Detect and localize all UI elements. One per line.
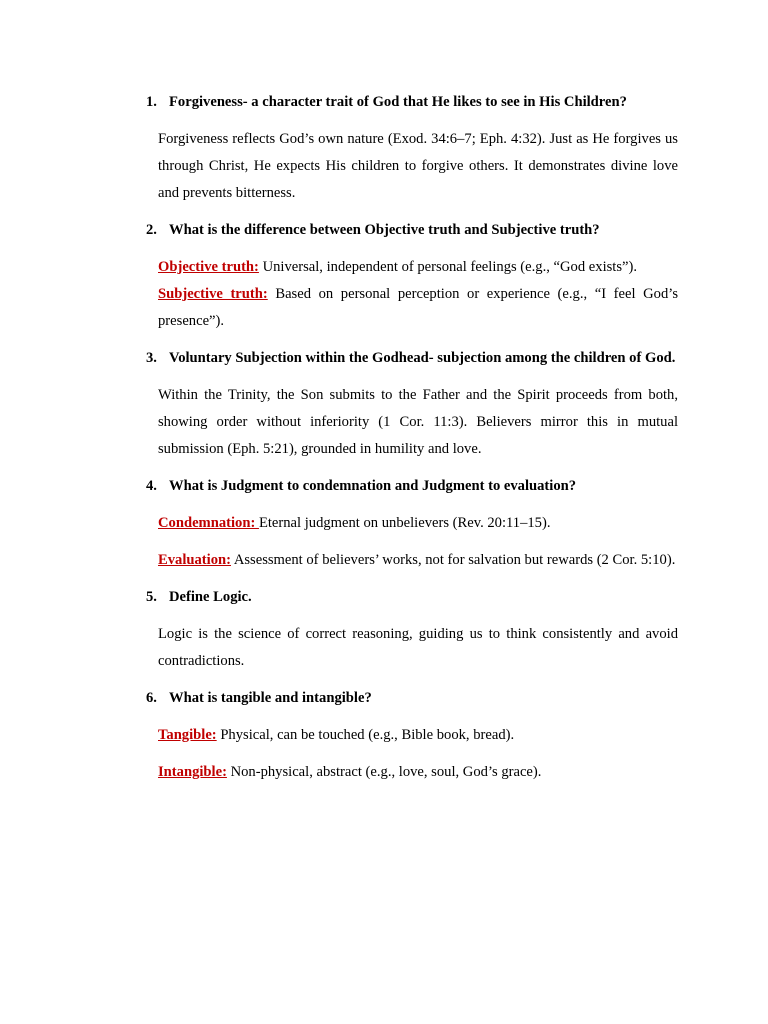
- question-text: What is the difference between Objective truth and Subjective truth?: [169, 222, 600, 238]
- objective-truth-definition: Universal, independent of personal feelings (e.g., “God exists”).: [258, 259, 638, 275]
- answer-1: Forgiveness reflects God’s own nature (Exod. 34:6–7; Eph. 4:32). Just as He forgives us through Christ, He expects His children to forgive others. It demonstrates divine love and prevents bitterness.: [158, 131, 678, 201]
- question-6: [146, 685, 678, 712]
- answer-3: Within the Trinity, the Son submits to the Father and the Spirit proceeds from both, showing order without inferiority (1 Cor. 11:3). Believers mirror this in mutual submission (Eph. 5:21), grounded in humility and love.: [158, 387, 678, 457]
- intangible-term: Intangible:: [158, 764, 227, 780]
- subjective-truth-term: Subjective truth:: [158, 286, 268, 302]
- question-text: Voluntary Subjection within the Godhead- subjection among the children of God.: [169, 350, 676, 366]
- objective-truth-term: Objective truth:: [158, 259, 259, 275]
- document-body: [146, 89, 678, 786]
- answer-6a: [158, 722, 678, 749]
- question-text: Forgiveness- a character trait of God that He likes to see in His Children?: [169, 94, 627, 110]
- question-5: [146, 584, 678, 611]
- question-number: 6.: [146, 690, 157, 706]
- answer-6b: [158, 759, 678, 786]
- answer-4b: [158, 547, 678, 574]
- answer-5: Logic is the science of correct reasoning, guiding us to think consistently and avoid contradictions.: [158, 626, 678, 669]
- condemnation-term: Condemnation:: [158, 515, 259, 531]
- question-2: [146, 217, 678, 244]
- condemnation-definition: Eternal judgment on unbelievers (Rev. 20:11–15).: [258, 515, 551, 531]
- question-number: 3.: [146, 350, 157, 366]
- tangible-definition: Physical, can be touched (e.g., Bible book, bread).: [216, 727, 515, 743]
- subjective-truth-definition: Based on personal perception or experience (e.g., “I feel God’s presence”).: [158, 286, 678, 329]
- tangible-term: Tangible:: [158, 727, 217, 743]
- answer-2: [158, 254, 678, 335]
- evaluation-definition: Assessment of believers’ works, not for salvation but rewards (2 Cor. 5:10).: [230, 552, 676, 568]
- question-1: [146, 89, 678, 116]
- question-text: What is tangible and intangible?: [169, 690, 372, 706]
- question-number: 4.: [146, 478, 157, 494]
- question-text: What is Judgment to condemnation and Judgment to evaluation?: [169, 478, 577, 494]
- question-number: 5.: [146, 589, 157, 605]
- question-4: [146, 473, 678, 500]
- question-text: Define Logic.: [169, 589, 252, 605]
- evaluation-term: Evaluation:: [158, 552, 231, 568]
- question-number: 1.: [146, 94, 157, 110]
- question-3: [146, 345, 678, 372]
- answer-4a: [158, 510, 678, 537]
- intangible-definition: Non-physical, abstract (e.g., love, soul, God’s grace).: [226, 764, 542, 780]
- question-number: 2.: [146, 222, 157, 238]
